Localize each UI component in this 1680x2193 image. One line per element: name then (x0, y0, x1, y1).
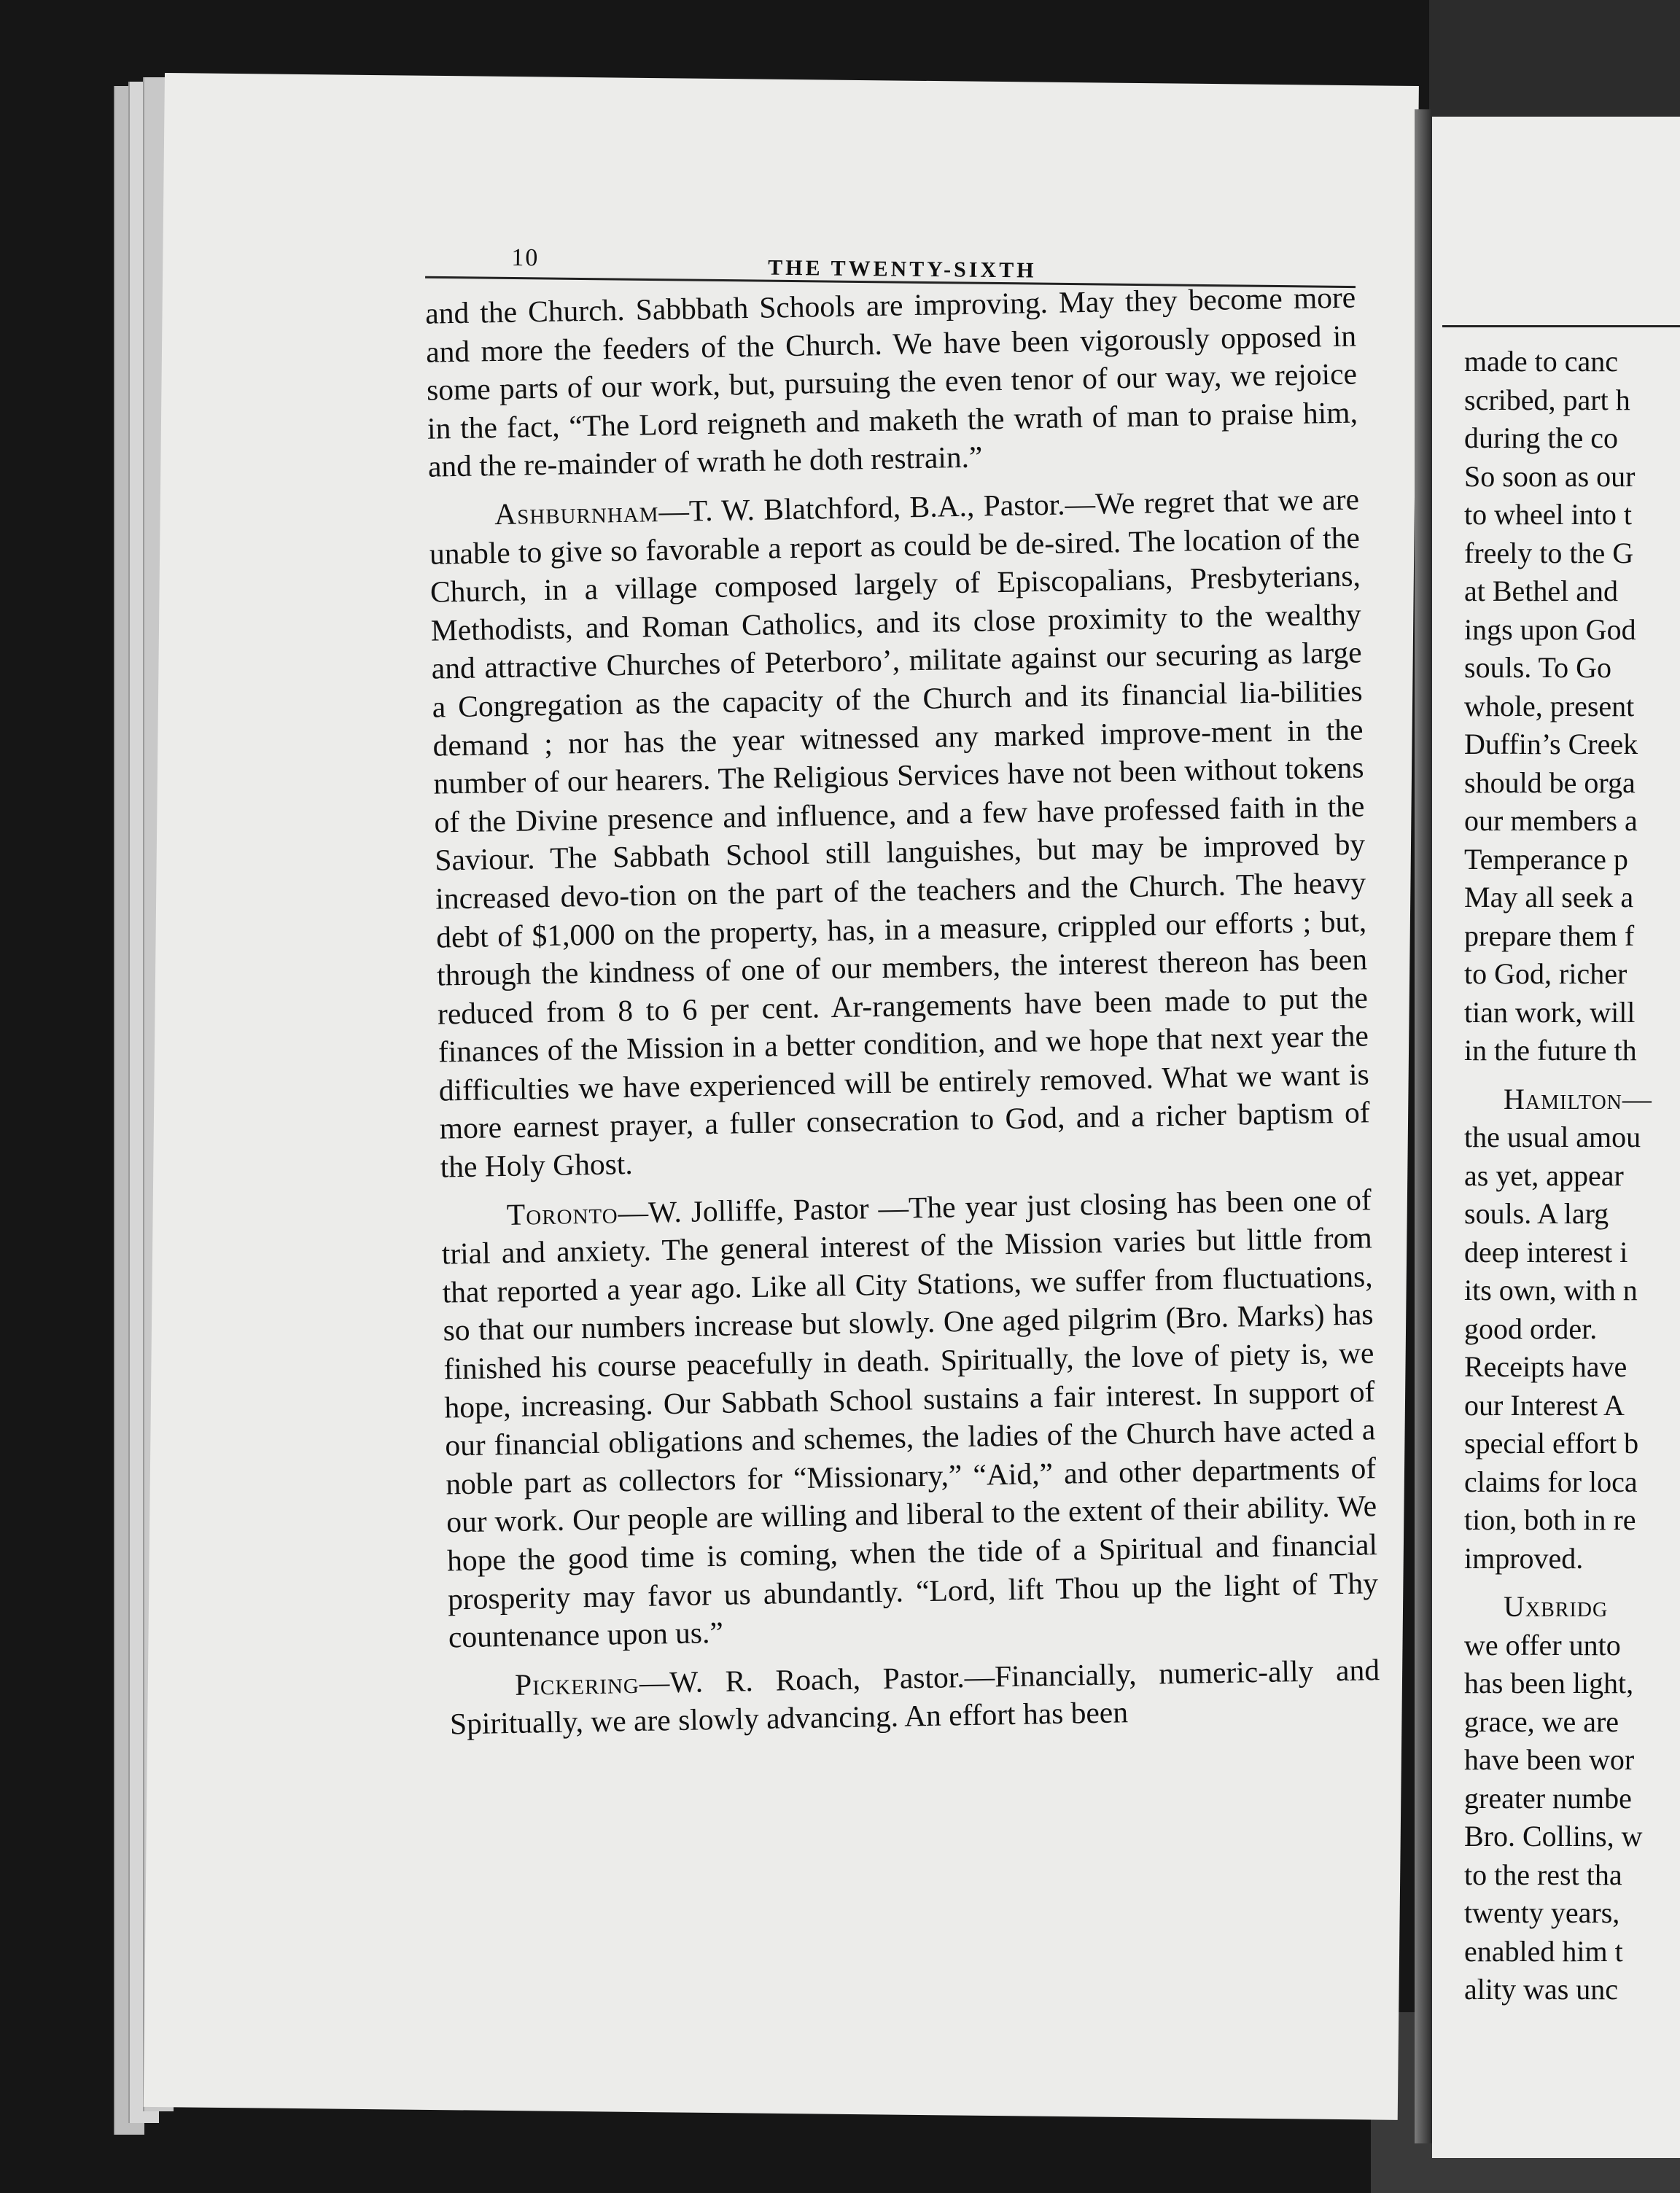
right-page-line: enabled him t (1464, 1934, 1623, 1968)
right-page-line: have been wor (1464, 1743, 1635, 1776)
right-page-line: our Interest A (1464, 1388, 1625, 1422)
right-page-line: greater numbe (1464, 1781, 1632, 1815)
paragraph-toronto (440, 1180, 1379, 1656)
book-gutter (1415, 109, 1432, 2143)
paragraph-text: —W. Jolliffe, Pastor —The year just closing has been one of trial and anxiety. The general interest of the Mission varies but little from that reported a year ago. Like all City Stations, we suffer from fluctuations, so that our numbers increase but slowly. One aged pilgrim (Bro. Marks) has finished his course peacefully in death. Spiritually, the love of piety is, we hope, increasing. Our Sabbath School sustains a fair interest. In support of our financial obligations and schemes, the ladies of the Church have acted a noble part as collectors for “Missionary,” “Aid,” and other departments of our work. Our people are willing and liberal to the extent of their ability. We hope the good time is coming, when the tide of a Spiritual and financial prosperity may favor us abundantly. “Lord, lift Thou up the light of Thy countenance upon us.” (441, 1182, 1379, 1654)
right-page-line: ings upon God (1464, 612, 1636, 646)
paragraph-text: —W. R. Roach, Pastor.—Financially, numeric-ally and Spiritually, we are slowly advancing. An effort has been (449, 1652, 1380, 1741)
paragraph-pickering (449, 1651, 1381, 1743)
right-page-line: scribed, part h (1464, 383, 1630, 416)
right-page-line: Hamilton— (1504, 1082, 1652, 1115)
right-page-line: Uxbridg (1504, 1590, 1609, 1623)
paragraph-lead: Pickering (514, 1665, 640, 1702)
right-page-line: its own, with n (1464, 1274, 1638, 1306)
right-page-line: during the co (1464, 421, 1619, 454)
right-page-line: has been light, (1464, 1667, 1634, 1699)
right-page (1432, 117, 1680, 2158)
right-page-line: tian work, will (1464, 995, 1636, 1029)
right-page-line: Duffin’s Creek (1464, 728, 1638, 760)
right-page-line: prepare them f (1464, 919, 1635, 952)
right-page-line: our members a (1464, 804, 1638, 837)
right-page-line: special effort b (1464, 1427, 1639, 1460)
right-page-line: souls. A larg (1464, 1197, 1609, 1230)
right-page-line: good order. (1464, 1312, 1598, 1345)
running-head-title: THE TWENTY-SIXTH (768, 255, 1037, 283)
paragraph-text: and the Church. Sabbbath Schools are improving. May they become more and more the feeders of the Church. We have been vigorously opposed in some parts of our work, but, pursuing the even tenor of our way, we rejoice in the fact, “The Lord reigneth and maketh the wrath of man to praise him, and the re-mainder of wrath he doth restrain.” (424, 280, 1358, 484)
right-page-line: grace, we are (1464, 1705, 1619, 1738)
right-page-line: we offer unto (1464, 1628, 1621, 1662)
right-page-line: deep interest i (1464, 1235, 1628, 1269)
header-rule (1442, 325, 1680, 327)
paragraph-text: —T. W. Blatchford, B.A., Pastor.—We regret that we are unable to give so favorable a report as could be de-sired. The location of the Church, in a village composed largely of Episcopalians, Presbyterians, Methodists, and Roman Catholics, and its close proximity to the wealthy and attractive Churches of Peterboro’, militate against our securing as large a Congregation as the capacity of the Church and its financial lia-bilities demand ; nor has the year witnessed any marked improve-ment in the number of our hearers. The Religious Services have not been without tokens of the Divine presence and influence, and a few have professed faith in the Saviour. The Sabbath School still languishes, but may be improved by increased devo-tion on the part of the teachers and the Church. The heavy debt of $1,000 on the property, has, in a measure, crippled our efforts ; but, through the kindness of one of our members, the interest thereon has been reduced from 8 to 6 per cent. Ar-rangements have been made to put the finances of the Mission in a better condition, and we hope that next year the difficulties we have experienced will be entirely removed. What we want is more earnest prayer, a fuller consecration to God, and a richer baptism of the Holy Ghost. (429, 482, 1371, 1184)
page-number: 10 (511, 244, 540, 272)
right-page-line: ality was unc (1464, 1973, 1619, 2006)
right-page-line: should be orga (1464, 766, 1636, 799)
right-page-line: to God, richer (1464, 957, 1628, 990)
right-page-line: claims for loca (1464, 1465, 1638, 1498)
body-text (425, 278, 1381, 1743)
right-page-line: Bro. Collins, w (1464, 1820, 1643, 1853)
paragraph-ashburnham (429, 480, 1371, 1186)
right-page-line: freely to the G (1464, 536, 1634, 569)
right-page-line: in the future th (1464, 1034, 1637, 1067)
right-page-line: Receipts have (1464, 1350, 1628, 1383)
right-page-line: made to canc (1464, 345, 1618, 378)
right-page-line: tion, both in re (1464, 1503, 1636, 1536)
right-page-line: to wheel into t (1464, 498, 1632, 531)
right-page-line: as yet, appear (1464, 1158, 1624, 1192)
right-page-line: souls. To Go (1464, 651, 1612, 684)
right-page-line: whole, present (1464, 689, 1635, 722)
right-page-line: So soon as our (1464, 459, 1636, 493)
right-page-line: twenty years, (1464, 1896, 1620, 1929)
paragraph-lead: Ashburnham (494, 494, 659, 531)
right-page-line: at Bethel and (1464, 574, 1619, 607)
paragraph (425, 278, 1358, 486)
right-page-line: May all seek a (1464, 881, 1634, 914)
paragraph-lead: Toronto (506, 1195, 618, 1231)
right-page-line: to the rest tha (1464, 1858, 1622, 1891)
left-page (144, 73, 1419, 2120)
right-page-text (1464, 343, 1680, 2009)
right-page-line: Temperance p (1464, 842, 1628, 876)
right-page-line: improved. (1464, 1541, 1584, 1575)
right-page-line: the usual amou (1464, 1121, 1641, 1153)
